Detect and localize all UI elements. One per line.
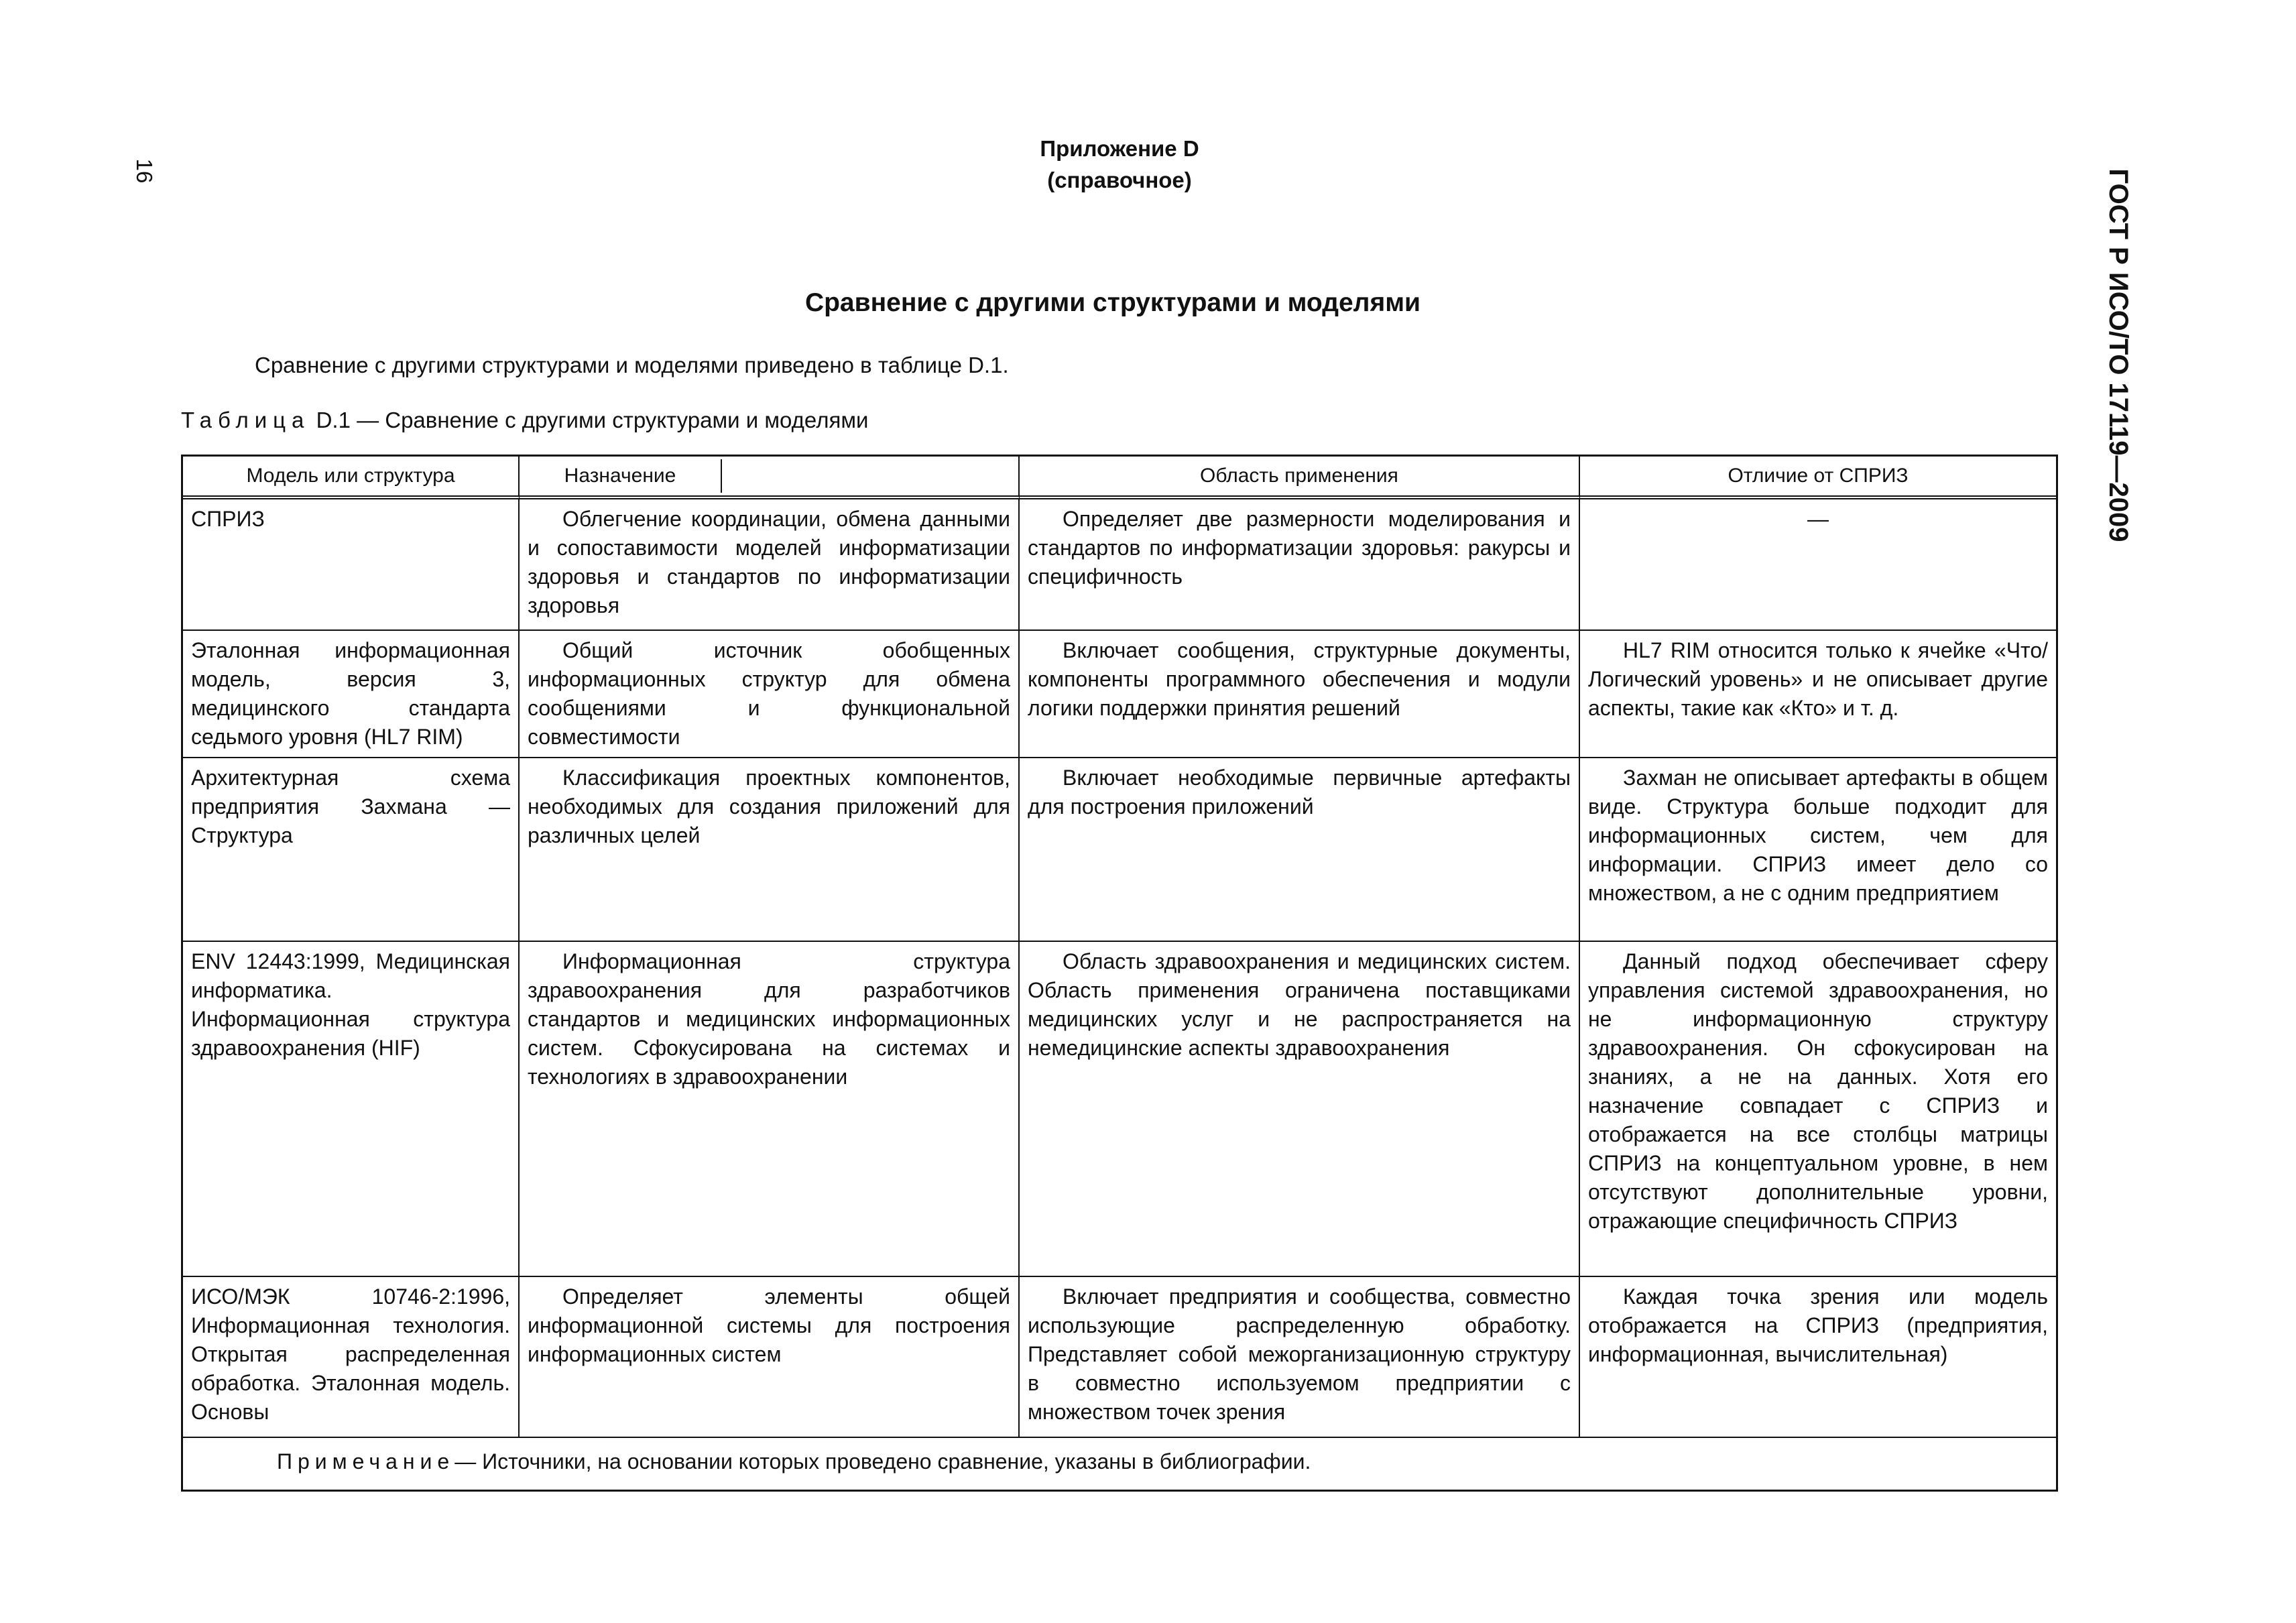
cell-scope: Включает необходимые первичные артефакты для построения приложений (1020, 758, 1580, 942)
cell-purpose: Классификация проектных компонентов, необходимых для создания приложений для различных целей (520, 758, 1020, 942)
annex-status: (справочное) (1047, 168, 1192, 192)
cell-difference: — (1580, 499, 2056, 631)
cell-scope: Область здравоохранения и медицинских систем. Область применения ограничена поставщиками медицинских услуг и не распространяется на немедицинские аспекты здравоохранения (1020, 942, 1580, 1277)
table-caption-text: D.1 — Сравнение с другими структурами и моделями (316, 408, 869, 432)
table-row (183, 499, 2056, 631)
header-difference: Отличие от СПРИЗ (1580, 457, 2056, 499)
table-caption-label: Таблица (181, 408, 310, 432)
table-caption (181, 408, 868, 433)
cell-model: ИСО/МЭК 10746-2:1996, Информационная технология. Открытая распределенная обработка. Эталонная модель. Основы (183, 1277, 520, 1438)
table-row (183, 758, 2056, 942)
table-row (183, 1277, 2056, 1438)
cell-scope: Включает предприятия и сообщества, совместно использующие распределенную обработку. Представляет собой межорганизационную структуру в совместно используемом предприятии с множеством точек зрения (1020, 1277, 1580, 1438)
header-model: Модель или структура (183, 457, 520, 499)
cell-model: Эталонная информационная модель, версия 3, медицинского стандарта седьмого уровня (HL7 RIM) (183, 631, 520, 758)
cell-purpose: Облегчение координации, обмена данными и сопоставимости моделей информатизации здоровья и стандартов по информатизации здоровья (520, 499, 1020, 631)
cell-purpose: Общий источник обобщенных информационных структур для обмена сообщениями и функциональной совместимости (520, 631, 1020, 758)
table-note-row (183, 1438, 2056, 1490)
note-label: Примечание (277, 1449, 455, 1474)
cell-difference: Данный подход обеспечивает сферу управления системой здравоохранения, но не информационную структуру здравоохранения. Он сфокусирован на знаниях, а не на данных. Хотя его назначение совпадает с СПРИЗ и отображается на все столбцы матрицы СПРИЗ на концептуальном уровне, в нем отсутствуют дополнительные уровни, отражающие специфичность СПРИЗ (1580, 942, 2056, 1277)
section-title: Сравнение с другими структурами и моделями (804, 288, 1421, 317)
cell-scope: Включает сообщения, структурные документы, компоненты программного обеспечения и модули логики поддержки принятия решений (1020, 631, 1580, 758)
cell-difference: Каждая точка зрения или модель отображается на СПРИЗ (предприятия, информационная, вычислительная) (1580, 1277, 2056, 1438)
cell-scope: Определяет две размерности моделирования и стандартов по информатизации здоровья: ракурсы и специфичность (1020, 499, 1580, 631)
cell-difference: Захман не описывает артефакты в общем виде. Структура больше подходит для информационных систем, чем для информации. СПРИЗ имеет дело со множеством, а не с одним предприятием (1580, 758, 2056, 942)
cell-purpose: Определяет элементы общей информационной системы для построения информационных систем (520, 1277, 1020, 1438)
intro-paragraph: Сравнение с другими структурами и моделями приведено в таблице D.1. (255, 353, 1009, 377)
cell-model: ENV 12443:1999, Медицинская информатика. Информационная структура здравоохранения (HIF) (183, 942, 520, 1277)
table-note (183, 1438, 2056, 1490)
cell-model: СПРИЗ (183, 499, 520, 631)
page-number: 16 (132, 158, 157, 184)
header-purpose (520, 457, 1020, 499)
table-row (183, 942, 2056, 1277)
annex-title: Приложение D (1040, 136, 1199, 161)
header-scope: Область применения (1020, 457, 1580, 499)
note-text: — Источники, на основании которых проведено сравнение, указаны в библиографии. (455, 1449, 1311, 1474)
cell-purpose: Информационная структура здравоохранения для разработчиков стандартов и медицинских информационных систем. Сфокусирована на системах и технологиях в здравоохранении (520, 942, 1020, 1277)
table-row (183, 631, 2056, 758)
cell-difference: HL7 RIM относится только к ячейке «Что/Логический уровень» и не описывает другие аспекты, такие как «Кто» и т. д. (1580, 631, 2056, 758)
table-header-row (183, 457, 2056, 499)
standard-code: ГОСТ Р ИСО/ТО 17119—2009 (2104, 168, 2133, 542)
comparison-table (181, 455, 2058, 1492)
cell-model: Архитектурная схема предприятия Захмана — Структура (183, 758, 520, 942)
header-purpose-label: Назначение (520, 459, 722, 493)
